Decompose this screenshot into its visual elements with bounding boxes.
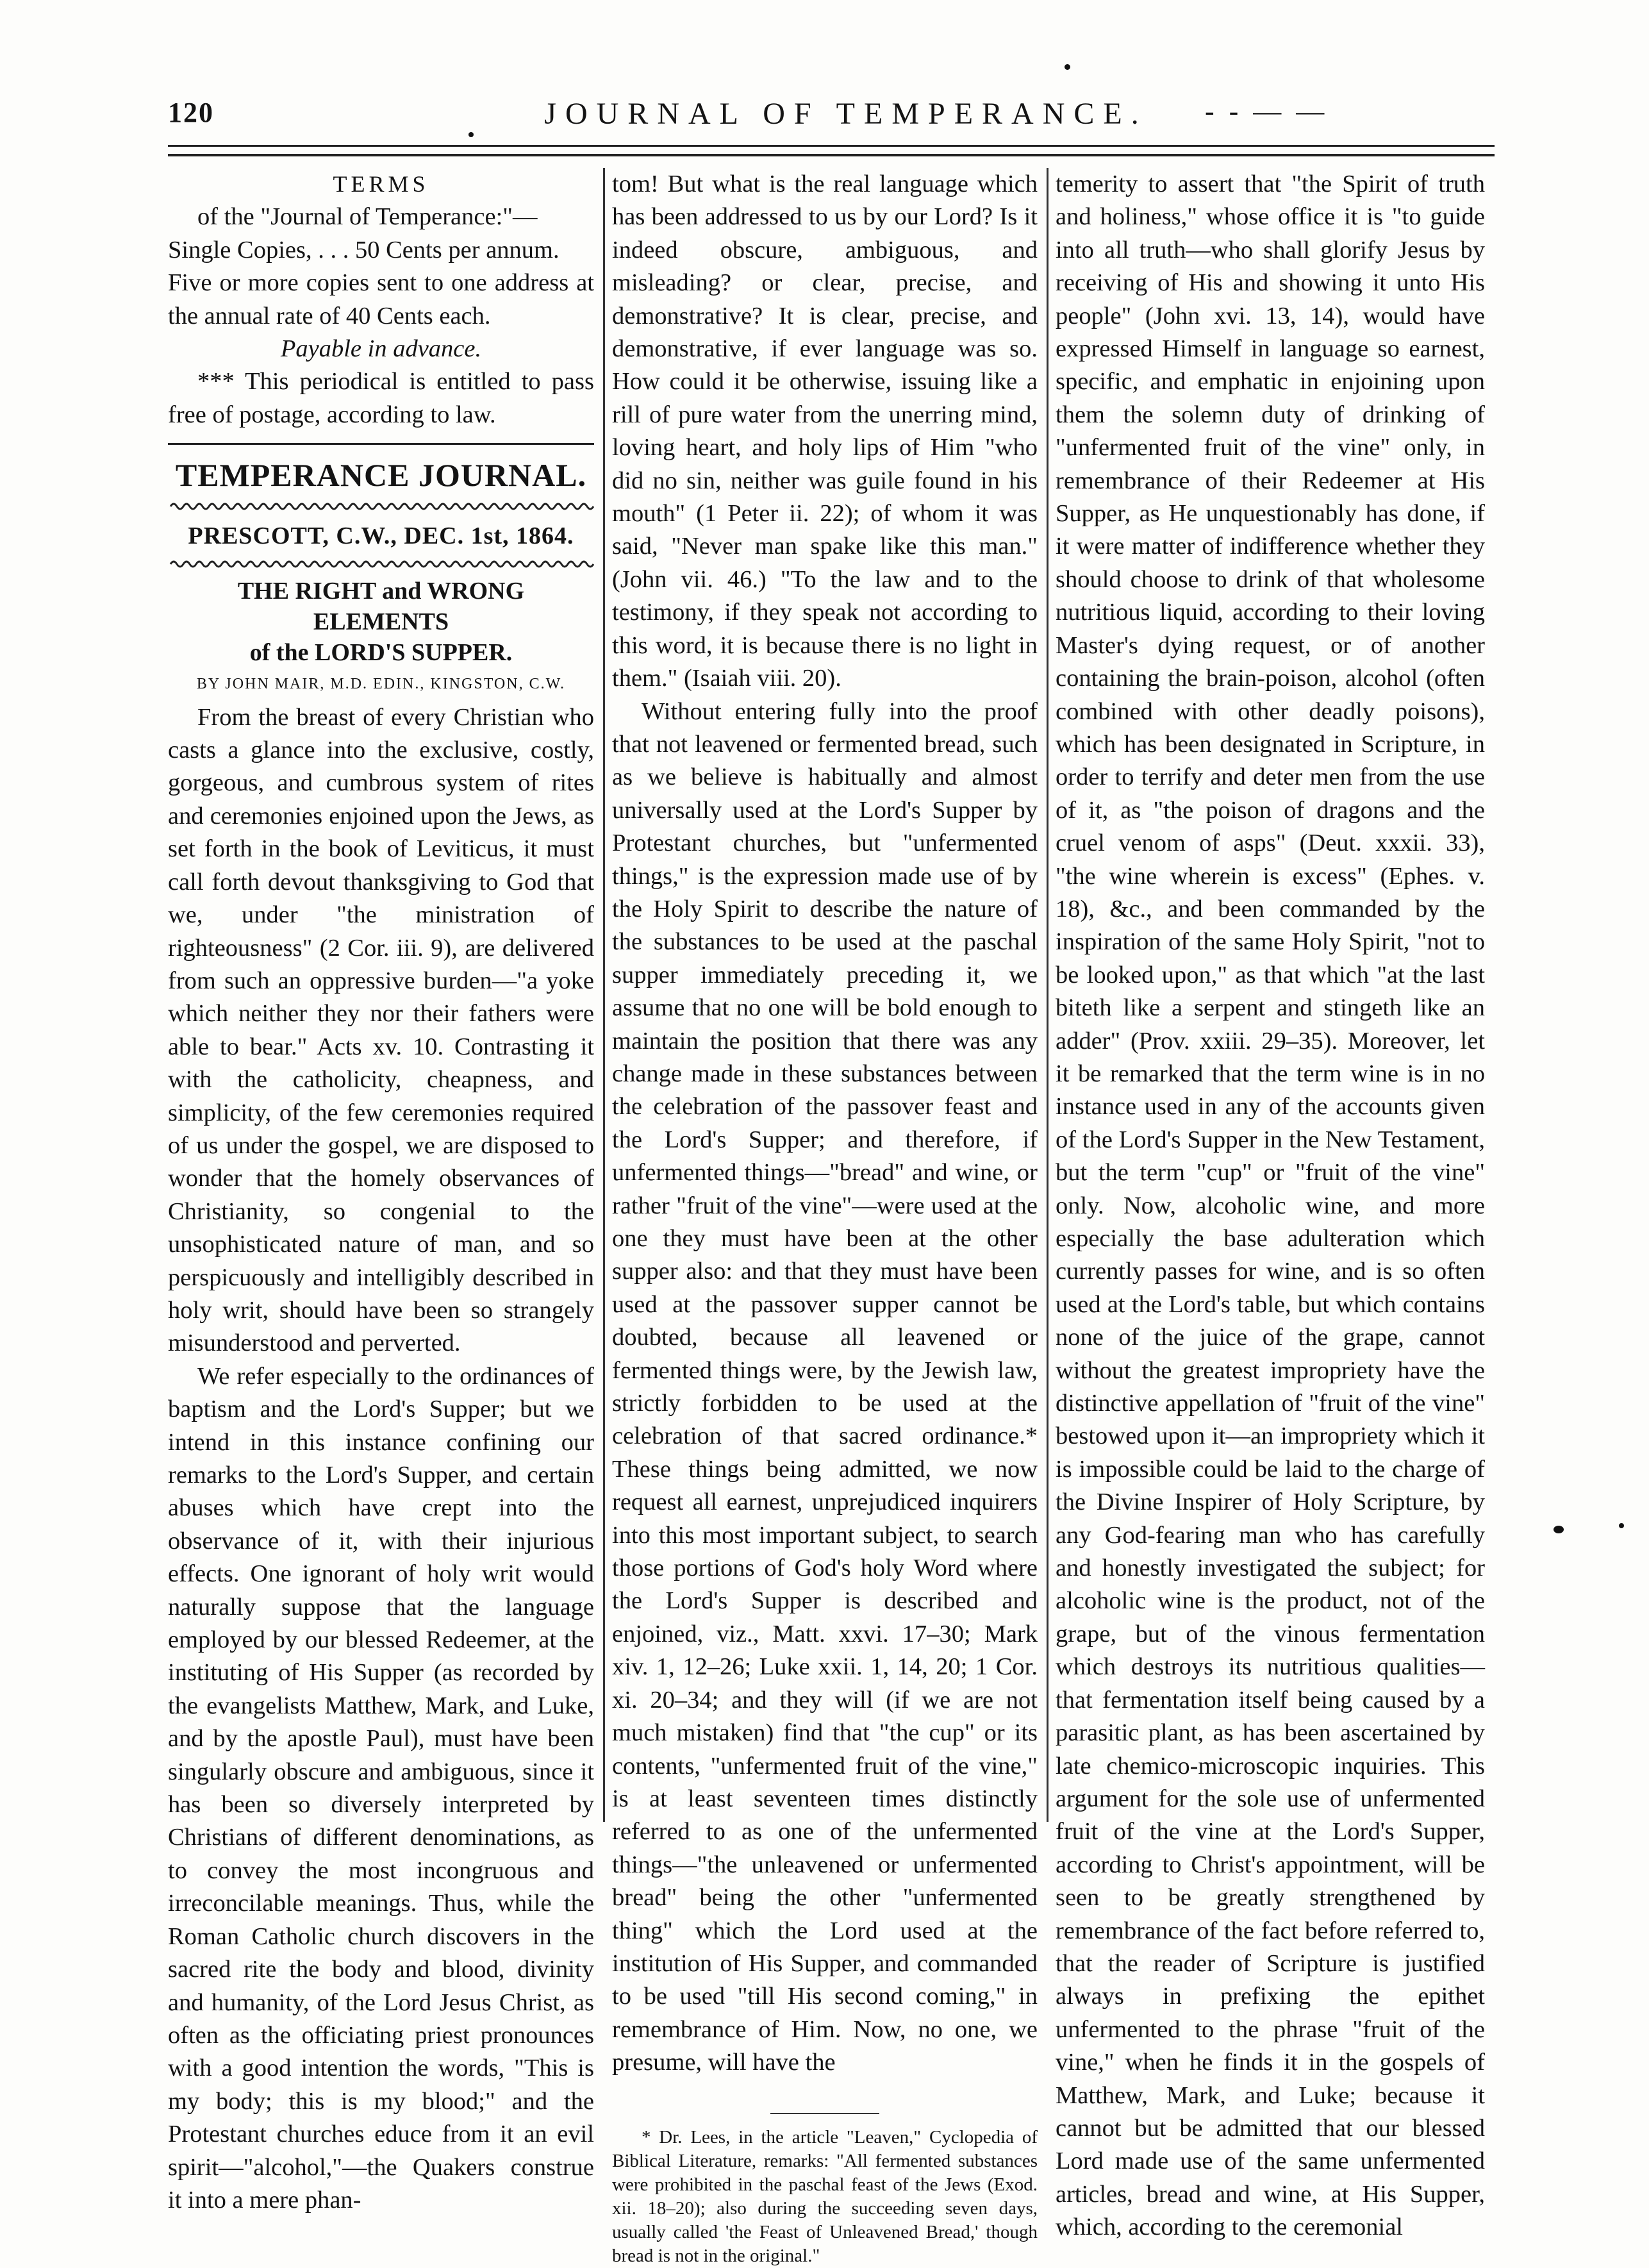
terms-heading: TERMS [333,171,429,197]
print-speck [1065,64,1070,70]
article-title: THE RIGHT and WRONG ELEMENTS [237,578,525,636]
column-2 [612,168,1038,2268]
print-speck [1619,1523,1624,1528]
terms-bulk: Five or more copies sent to one address at the annual rate of 40 Cents each. [168,269,594,329]
col2-paragraph-1: tom! But what is the real language which has been addressed to us by our Lord? Is it indeed obscure, ambiguous, and misleading? or clear, precise, and demonstrative? It is clear, precise, and demonstrative, if ever language was so. How could it be otherwise, issuing like a rill of pure water from the unerring mind, loving heart, and holy lips of Him "who did no sin, neither was guile found in his mouth" (1 Peter ii. 22); of whom it was said, "Never man spake like this man." (John vii. 46.) "To the law and to the testimony, if they speak not according to this word, it is because there is no light in them." (Isaiah viii. 20). [612,171,1038,692]
terms-single-copies: Single Copies, . . . 50 Cents per annum. [168,236,559,263]
col1-paragraph-1: From the breast of every Christian who casts a glance into the exclusive, costly, gorgeous, and cumbrous system of rites and ceremonies enjoined upon the Jews, as set forth in the book of Leviticus, it must call forth devout thanksgiving to God that we, under "the ministration of righteousness" (2 Cor. iii. 9), are delivered from such an oppressive burden—"a yoke which neither they nor their fathers were able to bear." Acts xv. 10. Contrasting it with the catholicity, cheapness, and simplicity, of the few ceremonies required of us under the gospel, we are disposed to wonder that the homely observances of Christianity, so congenial to the unsophisticated nature of man, and so perspicuously and intelligibly described in holy writ, should have been so strangely misunderstood and perverted. [168,703,594,1357]
terms-payable: Payable in advance. [280,335,482,363]
masthead-title: TEMPERANCE JOURNAL. [175,457,587,494]
print-speck [1554,1526,1564,1533]
header-dashes: - - — — [1205,96,1329,127]
column-3 [1056,168,1485,2244]
footnote-rule [770,2113,879,2114]
terms-of-line: of the "Journal of Temperance:"— [197,203,538,231]
column-divider-1 [603,168,605,1822]
footnote: * Dr. Lees, in the article "Leaven," Cyclopedia of Biblical Literature, remarks: "All fermented substances were prohibited in the paschal feast of the Jews (Exod. xii. 18–20); also during the succeeding seven days, usually called 'the Feast of Unleavened Bread,' though bread is not in the original." [612,2126,1038,2266]
article-byline: BY JOHN MAIR, M.D. EDIN., KINGSTON, C.W. [196,676,566,693]
article-subtitle: of the LORD'S SUPPER. [249,639,513,667]
col1-paragraph-2: We refer especially to the ordinances of baptism and the Lord's Supper; but we intend in this instance confining our remarks to the Lord's Supper, and certain abuses which have crept into the observance of it, with their injurious effects. One ignorant of holy writ would naturally suppose that the language employed by our blessed Redeemer, at the instituting of His Supper (as recorded by the evangelists Matthew, Mark, and Luke, and by the apostle Paul), must have been singularly obscure and ambiguous, since it has been so diversely interpreted by Christians of different denominations, as to convey the most incongruous and irreconcilable meanings. Thus, while the Roman Catholic church discovers in the sacred rite the body and blood, divinity and humanity, of the Lord Jesus Christ, as often as the officiating priest pronounces with a good intention the words, "This is my body; this is my blood;" and the Protestant churches educe from it an evil spirit—"alcohol,"—the Quakers construe it into a mere phan- [168,1362,594,2214]
col3-paragraph-1: temerity to assert that "the Spirit of truth and holiness," whose office it is "to guide into all truth—who shall glorify Jesus by receiving of His and showing it unto His people" (John xvi. 13, 14), would have expressed Himself in language so earnest, specific, and emphatic in enjoining upon them the solemn duty of drinking of "unfermented fruit of the vine" only, in remembrance of their Redeemer at His Supper, as He unquestionably has done, if it were matter of indifference whether they should choose to drink of that wholesome nutritious liquid, according to their loving Master's dying request, or of another containing the brain-poison, alcohol (often combined with other deadly poisons), which has been designated in Scripture, in order to terrify and deter men from the use of it, as "the poison of dragons and the cruel venom of asps" (Deut. xxxii. 33), "the wine wherein is excess" (Ephes. v. 18), &c., and been commanded by the inspiration of the same Holy Spirit, "not to be looked upon," as that which "at the last biteth like a serpent and stingeth like an adder" (Prov. xxiii. 29–35). Moreover, let it be remarked that the term wine is in no instance used in any of the accounts given of the Lord's Supper in the New Testament, but the term "cup" or "fruit of the vine" only. Now, alcoholic wine, and more especially the base adulteration which currently passes for wine, and is so often used at the Lord's table, but which contains none of the juice of the grape, cannot without the greatest impropriety have the distinctive appellation of "fruit of the vine" bestowed upon it—an impropriety which it is impossible could be laid to the charge of the Divine Inspirer of Holy Scripture, by any God-fearing man who has carefully and honestly investigated the subject; for alcoholic wine is the product, not of the grape, but of the vinous fermentation which destroys its nutritious qualities—that fermentation itself being caused by a parasitic plant, as has been ascertained by late chemico-microscopic inquiries. This argument for the sole use of unfermented fruit of the vine at the Lord's Supper, according to Christ's appointment, will be seen to be greatly strengthened by remembrance of the fact before referred to, that the reader of Scripture is justified always in prefixing the epithet unfermented to the phrase "fruit of the vine," when he finds it in the gospels of Matthew, Mark, and Luke; because it cannot but be admitted that our blessed Lord made use of the same unfermented articles, bread and wine, at His Supper, which, according to the ceremonial [1056,171,1485,2241]
col2-paragraph-2: Without entering fully into the proof that not leavened or fermented bread, such as we believe is habitually and almost universally used at the Lord's Supper by Protestant churches, but "unfermented things," is the expression made use of by the Holy Spirit to describe the nature of the substances to be used at the paschal supper immediately preceding it, we assume that no one will be bold enough to maintain the position that there was any change made in these substances between the celebration of the passover feast and the Lord's Supper; and therefore, if unfermented things—"bread" and wine, or rather "fruit of the vine"—were used at the one they must have been at the other supper also: and that they must have been used at the passover supper cannot be doubted, because all leavened or fermented things were, by the Jewish law, strictly forbidden to be used at the celebration of that sacred ordinance.* These things being admitted, we now request all earnest, unprejudiced inquirers into this most important subject, to search those portions of God's holy Word where the Lord's Supper is described and enjoined, viz., Matt. xxvi. 17–30; Mark xiv. 1, 12–26; Luke xxii. 1, 14, 20; 1 Cor. xi. 20–34; and they will (if we are not much mistaken) find that "the cup" or its contents, "unfermented fruit of the vine," is at least seventeen times distinctly referred to as one of the unfermented things—"the unleavened or unfermented bread" being the other "unfermented thing" which the Lord used at the institution of His Supper, and commanded to be used "till His second coming," in remembrance of Him. Now, no one, we presume, will have the [612,697,1038,2076]
masthead-dateline: PRESCOTT, C.W., DEC. 1st, 1864. [188,522,574,550]
masthead-rule-top [168,443,594,445]
column-1 [168,168,594,2217]
column-divider-2 [1047,168,1048,1822]
header-double-rule [168,145,1495,156]
page-number: 120 [168,97,214,128]
wavy-rule-1 [168,500,594,513]
print-speck [468,132,474,137]
wavy-rule-2 [168,558,594,571]
running-head: JOURNAL OF TEMPERANCE. [544,97,1148,131]
terms-postage: *** This periodical is entitled to pass free of postage, according to law. [168,368,594,428]
